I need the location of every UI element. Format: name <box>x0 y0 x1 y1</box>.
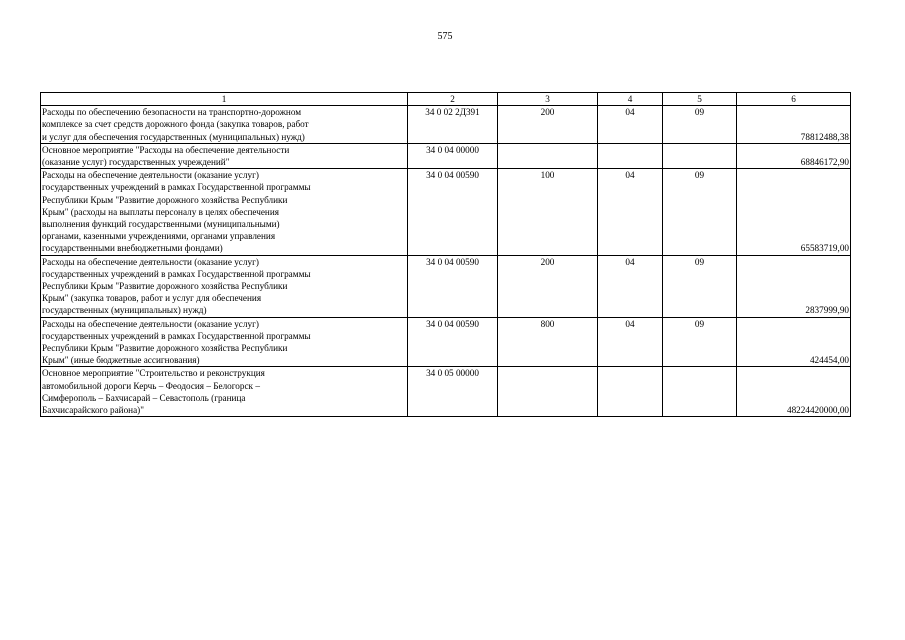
row-name-cell <box>41 143 408 168</box>
table-row <box>41 106 851 144</box>
row-name-cell <box>41 367 408 417</box>
table-row <box>41 317 851 367</box>
row-name-text: Основное мероприятие "Строительство и реконструкция автомобильной дороги Керчь – Феодосия – Белогорск – Симферополь – Бахчисарай – Севастополь (граница Бахчисарайского района)" <box>42 368 265 416</box>
table-row <box>41 367 851 417</box>
row-name-text: Основное мероприятие "Расходы на обеспечение деятельности (оказание услуг) государственных учреждений" <box>42 144 290 168</box>
row-amount-cell: 48224420000,00 <box>737 367 851 417</box>
budget-table <box>40 92 851 417</box>
header-cell-5: 5 <box>663 93 737 106</box>
header-cell-2: 2 <box>408 93 498 106</box>
page-number: 575 <box>437 31 453 42</box>
row-name-cell <box>41 106 408 144</box>
row-name-text: Расходы на обеспечение деятельности (оказание услуг) государственных учреждений в рамках Государственной программы Республики Крым "Развитие дорожного хозяйства Республики Крым" (закупка товаров, работ и услуг для обеспечения государственных (муниципальных) нужд) <box>42 256 311 316</box>
row-name-cell <box>41 169 408 255</box>
row-name-cell <box>41 317 408 367</box>
row-code-cell: 34 0 05 00000 <box>408 367 498 417</box>
row-subsection-cell: 09 <box>663 317 737 367</box>
row-section-cell: 04 <box>598 106 663 144</box>
budget-table-body <box>41 93 851 417</box>
row-amount-cell: 424454,00 <box>737 317 851 367</box>
row-section-cell <box>598 143 663 168</box>
row-name-text: Расходы по обеспечению безопасности на транспортно-дорожном комплексе за счет средств дорожного фонда (закупка товаров, работ и услуг для обеспечения государственных (муниципальных) нужд) <box>42 107 309 142</box>
row-code-cell: 34 0 04 00590 <box>408 169 498 255</box>
row-section-cell: 04 <box>598 255 663 317</box>
row-name-text: Расходы на обеспечение деятельности (оказание услуг) государственных учреждений в рамках Государственной программы Республики Крым "Развитие дорожного хозяйства Республики Крым" (расходы на выплаты персоналу в целях обеспечения выполнения функций государственными (муниципальными) органами, казенными учреждениями, органами управления государственными внебюджетными фондами) <box>42 170 311 254</box>
header-row <box>41 93 851 106</box>
header-cell-1: 1 <box>41 93 408 106</box>
table-row <box>41 169 851 255</box>
row-code-cell: 34 0 04 00590 <box>408 255 498 317</box>
row-amount-cell: 78812488,38 <box>737 106 851 144</box>
row-amount-cell: 65583719,00 <box>737 169 851 255</box>
row-subsection-cell: 09 <box>663 169 737 255</box>
header-cell-6: 6 <box>737 93 851 106</box>
row-amount-cell: 2837999,90 <box>737 255 851 317</box>
row-code-cell: 34 0 02 2Д391 <box>408 106 498 144</box>
row-section-cell <box>598 367 663 417</box>
row-expense-type-cell <box>498 143 598 168</box>
row-section-cell: 04 <box>598 169 663 255</box>
table-row <box>41 143 851 168</box>
header-cell-4: 4 <box>598 93 663 106</box>
row-name-text: Расходы на обеспечение деятельности (оказание услуг) государственных учреждений в рамках Государственной программы Республики Крым "Развитие дорожного хозяйства Республики Крым" (иные бюджетные ассигнования) <box>42 318 311 366</box>
row-section-cell: 04 <box>598 317 663 367</box>
row-name-cell <box>41 255 408 317</box>
header-cell-3: 3 <box>498 93 598 106</box>
row-subsection-cell <box>663 367 737 417</box>
row-amount-cell: 68846172,90 <box>737 143 851 168</box>
row-expense-type-cell: 100 <box>498 169 598 255</box>
row-expense-type-cell: 200 <box>498 255 598 317</box>
row-subsection-cell <box>663 143 737 168</box>
row-subsection-cell: 09 <box>663 106 737 144</box>
row-expense-type-cell: 800 <box>498 317 598 367</box>
row-expense-type-cell <box>498 367 598 417</box>
row-code-cell: 34 0 04 00590 <box>408 317 498 367</box>
row-code-cell: 34 0 04 00000 <box>408 143 498 168</box>
row-subsection-cell: 09 <box>663 255 737 317</box>
table-row <box>41 255 851 317</box>
row-expense-type-cell: 200 <box>498 106 598 144</box>
